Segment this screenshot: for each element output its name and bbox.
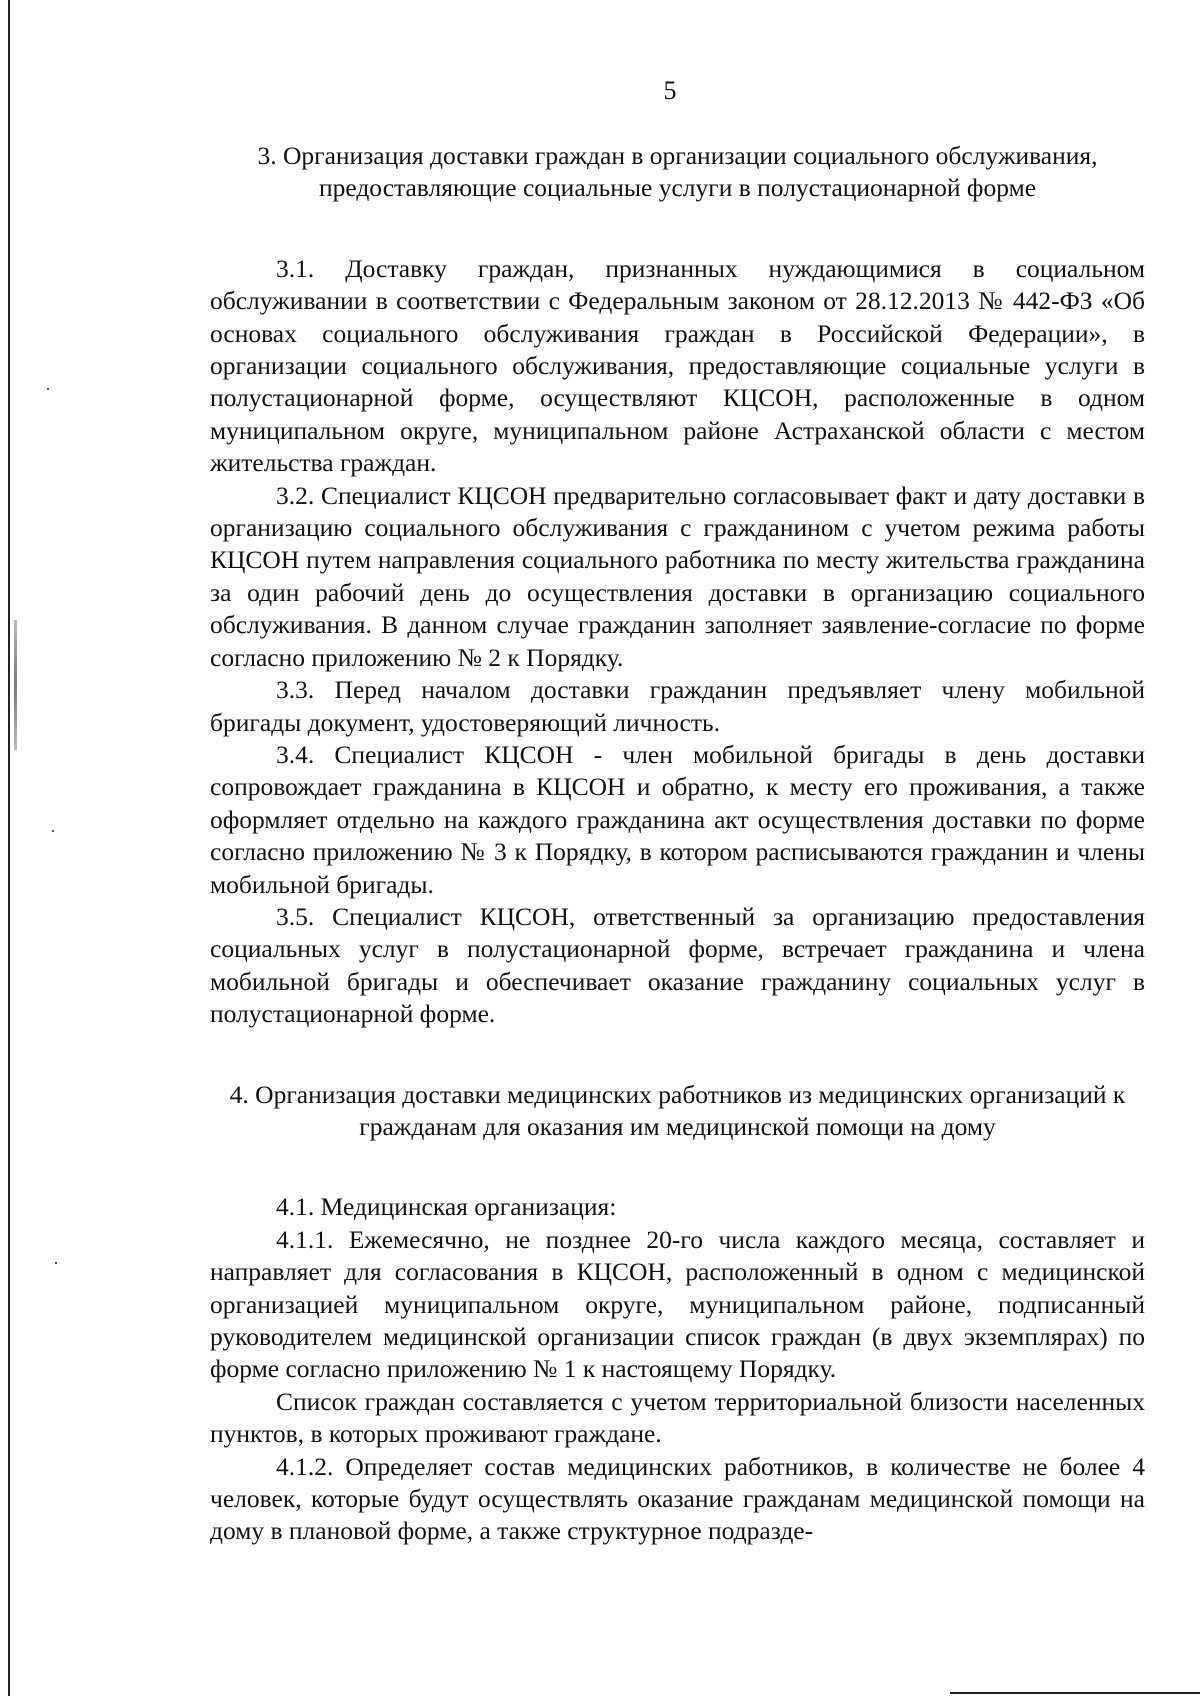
- paragraph-3-5: 3.5. Специалист КЦСОН, ответственный за организацию предоставления социальных услуг в полустационарной форме, встречает гражданина и члена мобильной бригады и обеспечивает оказание гражданину социальных услуг в полустационарной форме.: [210, 901, 1145, 1029]
- scan-dot: [47, 388, 49, 390]
- section-4-heading: 4. Организация доставки медицинских работников из медицинских организаций к гражданам для оказания им медицинской помощи на дому: [229, 1079, 1126, 1141]
- paragraph-3-1: 3.1. Доставку граждан, признанных нуждающимися в социальном обслуживании в соответствии с Федеральным законом от 28.12.2013 № 442-ФЗ «Об основах социального обслуживания граждан в Российской Федерации», в организации социального обслуживания, предоставляющие социальные услуги в полустационарной форме, осуществляют КЦСОН, расположенные в одном муниципальном округе, муниципальном районе Астраханской области с местом жительства граждан.: [210, 253, 1145, 478]
- paragraph-4-1-1: 4.1.1. Ежемесячно, не позднее 20-го числа каждого месяца, составляет и направляет для согласования в КЦСОН, расположенный в одном с медицинской организацией муниципальном округе, муниципальном районе, подписанный руководителем медицинской организации список граждан (в двух экземплярах) по форме согласно приложению № 1 к настоящему Порядку.: [210, 1224, 1145, 1384]
- scan-bottom-line: [950, 1692, 1200, 1694]
- scan-dot: [55, 1262, 57, 1264]
- scan-dot: [52, 830, 54, 832]
- paragraph-list-note: Список граждан составляется с учетом территориальной близости населенных пунктов, в которых проживают граждане.: [210, 1386, 1145, 1449]
- paragraph-4-1: 4.1. Медицинская организация:: [276, 1192, 617, 1222]
- page-number: 5: [663, 76, 677, 105]
- paragraph-4-1-2: 4.1.2. Определяет состав медицинских работников, в количестве не более 4 человек, которые будут осуществлять оказание гражданам медицинской помощи на дому в плановой форме, а также структурное подразде-: [210, 1451, 1145, 1546]
- paragraph-3-2: 3.2. Специалист КЦСОН предварительно согласовывает факт и дату доставки в организацию социального обслуживания с гражданином с учетом режима работы КЦСОН путем направления социального работника по месту жительства гражданина за один рабочий день до осуществления доставки в организацию социального обслуживания. В данном случае гражданин заполняет заявление-согласие по форме согласно приложению № 2 к Порядку.: [210, 480, 1145, 672]
- section-3-heading: 3. Организация доставки граждан в организации социального обслуживания, предоставляющие социальные услуги в полустационарной форме: [257, 141, 1098, 203]
- paragraph-3-4: 3.4. Специалист КЦСОН - член мобильной бригады в день доставки сопровождает гражданина в КЦСОН и обратно, к месту его проживания, а также оформляет отдельно на каждого гражданина акт осуществления доставки по форме согласно приложению № 3 к Порядку, в котором расписываются гражданин и члены мобильной бригады.: [210, 739, 1145, 899]
- paragraph-3-3: 3.3. Перед началом доставки гражданин предъявляет члену мобильной бригады документ, удостоверяющий личность.: [210, 675, 1145, 737]
- scan-edge-mark: [14, 620, 17, 750]
- document-body: [210, 140, 1145, 1548]
- scan-left-edge: [8, 0, 10, 1696]
